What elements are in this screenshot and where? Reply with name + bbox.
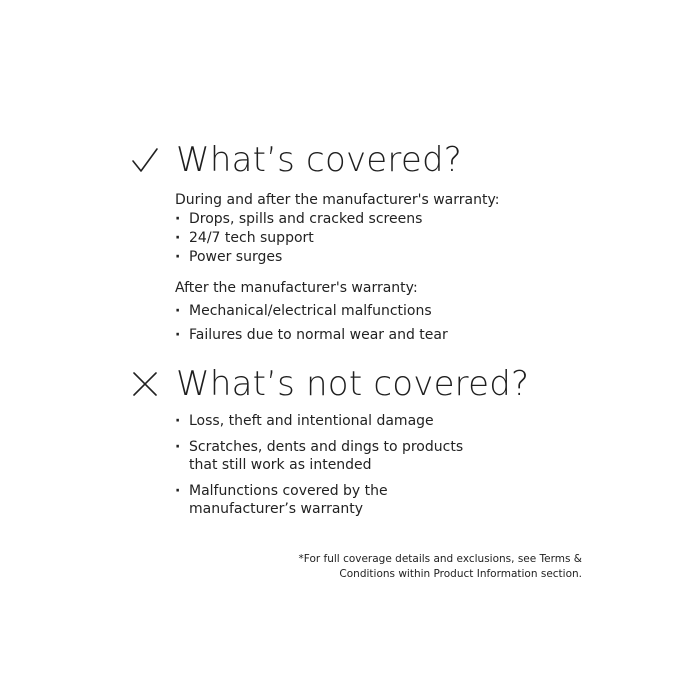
list-item: · Mechanical/electrical malfunctions: [175, 302, 448, 320]
not-covered-heading: [130, 364, 529, 404]
list-item: [175, 438, 463, 474]
list-item: · Drops, spills and cracked screens: [175, 210, 422, 228]
list-item-line1: Malfunctions covered by the: [189, 483, 388, 499]
covered-group1-intro: During and after the manufacturer's warranty:: [175, 192, 500, 208]
list-item-line1: Loss, theft and intentional damage: [189, 413, 434, 429]
covered-group1-list: [175, 210, 422, 267]
list-item: [175, 412, 463, 430]
list-item-line2: manufacturer’s warranty: [189, 501, 364, 517]
list-item-line2: that still work as intended: [189, 457, 372, 473]
list-item: [175, 482, 463, 518]
list-item: · 24/7 tech support: [175, 229, 422, 247]
list-item: · Power surges: [175, 248, 422, 266]
list-item-line1: Scratches, dents and dings to products: [189, 439, 464, 455]
covered-heading: [130, 140, 462, 180]
footnote-line2: Conditions within Product Information section.: [339, 568, 582, 580]
footnote: [282, 552, 582, 582]
x-icon: [130, 369, 160, 399]
check-icon: [130, 145, 160, 175]
covered-group2-list: [175, 302, 448, 350]
list-item: · Failures due to normal wear and tear: [175, 326, 448, 344]
not-covered-heading-text: What’s not covered?: [176, 364, 530, 404]
covered-group2-intro: After the manufacturer's warranty:: [175, 280, 418, 296]
covered-heading-text: What’s covered?: [176, 140, 462, 180]
footnote-line1: *For full coverage details and exclusions, see Terms &: [298, 553, 582, 565]
not-covered-list: [175, 412, 463, 524]
